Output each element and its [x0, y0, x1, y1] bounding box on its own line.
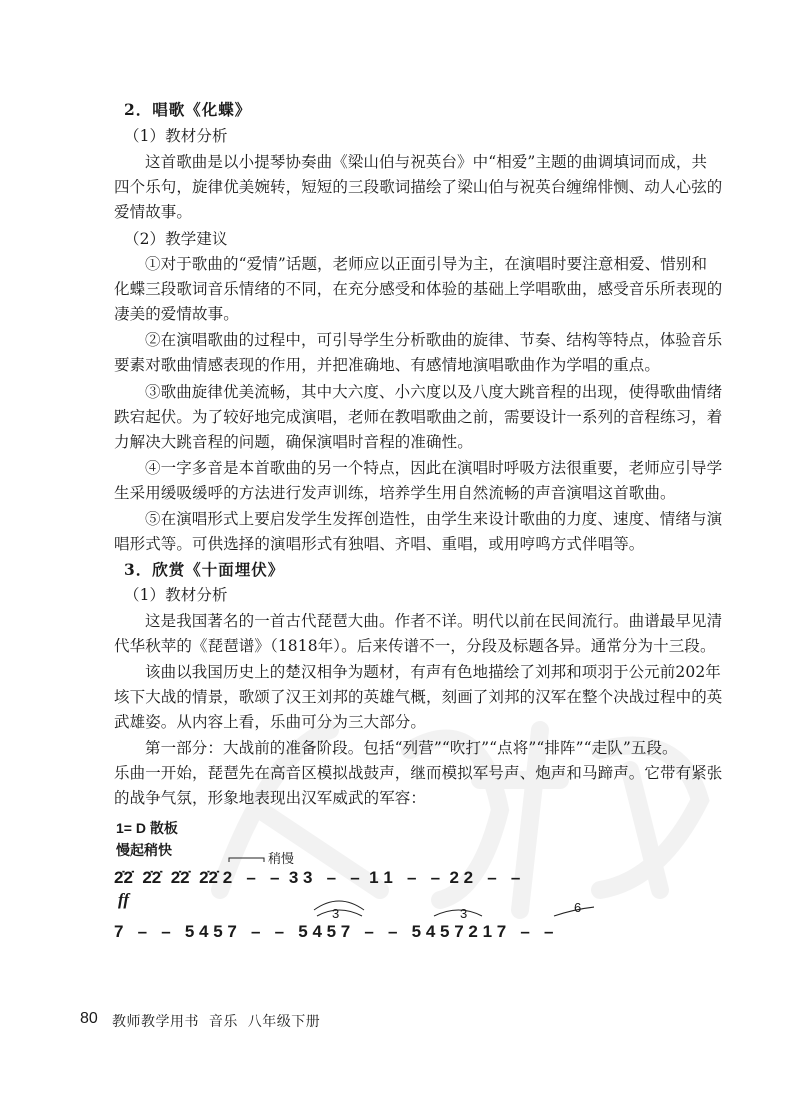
score-tempo-2: 稍慢: [268, 851, 295, 866]
s3-p2-line1: 该曲以我国历史上的楚汉相争为题材，有声有色地描绘了刘邦和项羽于公元前202年: [145, 663, 721, 681]
s2-s1-line3: 凄美的爱情故事。: [114, 305, 239, 323]
s2-s3-line2: 跌宕起伏。为了较好地完成演唱，老师在教唱歌曲之前，需要设计一系列的音程练习，着: [114, 408, 723, 426]
score-tempo: 慢起稍快: [116, 842, 172, 858]
s3-p2-line2: 垓下大战的情景，歌颂了汉王刘邦的英雄气概，刻画了刘邦的汉军在整个决战过程中的英: [114, 688, 723, 706]
s2-p1-line3: 爱情故事。: [114, 203, 193, 221]
s2-s4-line2: 生采用缓吸缓呼的方法进行发声训练，培养学生用自然流畅的声音演唱这首歌曲。: [114, 484, 676, 502]
s2-s1-line2: 化蝶三段歌词音乐情绪的不同，在充分感受和体验的基础上学唱歌曲，感受音乐所表现的: [114, 280, 723, 298]
section-2-sub1: （1）教材分析: [124, 127, 228, 145]
s3-p2-line3: 武雄姿。从内容上看，乐曲可分为三大部分。: [114, 713, 427, 731]
s2-s5-line2: 唱形式等。可供选择的演唱形式有独唱、齐唱、重唱，或用哼鸣方式伴唱等。: [114, 535, 645, 553]
section-2-sub2: （2）教学建议: [124, 230, 228, 248]
score-row-2: 7 – – 5 4 5 7 – – 5 4 5 7 – – 5 4 5 7 2 1 7 – –: [114, 922, 554, 941]
s2-s2-line1: ②在演唱歌曲的过程中，可引导学生分析歌曲的旋律、节奏、结构等特点，体验音乐: [145, 331, 723, 349]
s3-p3-line2: 乐曲一开始，琵琶先在高音区模拟战鼓声，继而模拟军号声、炮声和马蹄声。它带有紧张: [114, 764, 723, 782]
s2-s2-line2: 要素对歌曲情感表现的作用，并把准确地、有感情地演唱歌曲作为学唱的重点。: [114, 356, 661, 374]
score-row-1: 2̇2̇ 2̇2̇ 2̇2̇ 2̇2̇ 2 – – 3 3 – – 1 1 – – 2 2 – –: [114, 868, 521, 887]
page-number: 80: [80, 1010, 98, 1027]
section-2-title: 2．唱歌《化蝶》: [124, 100, 252, 119]
score-dynamic: ff: [118, 890, 130, 909]
section-3-sub1: （1）教材分析: [124, 586, 228, 604]
s3-p1-line1: 这是我国著名的一首古代琵琶大曲。作者不详。明代以前在民间流行。曲谱最早见清: [145, 612, 723, 630]
s2-s1-line1: ①对于歌曲的“爱情”话题，老师应以正面引导为主，在演唱时要注意相爱、惜别和: [145, 255, 708, 273]
s2-p1-line2: 四个乐句，旋律优美婉转，短短的三段歌词描绘了梁山伯与祝英台缠绵悱恻、动人心弦的: [114, 178, 723, 196]
score-key: 1= D 散板: [116, 820, 178, 836]
section-3-title: 3．欣赏《十面埋伏》: [124, 560, 285, 579]
book-title: 教师教学用书 音乐 八年级下册: [112, 1014, 321, 1030]
s3-p1-line2: 代华秋苹的《琵琶谱》（1818年）。后来传谱不一，分段及标题各异。通常分为十三段。: [114, 637, 716, 655]
s2-s5-line1: ⑤在演唱形式上要启发学生发挥创造性，由学生来设计歌曲的力度、速度、情绪与演: [145, 510, 723, 528]
s2-s3-line1: ③歌曲旋律优美流畅，其中大六度、小六度以及八度大跳音程的出现，使得歌曲情绪: [145, 383, 723, 401]
s2-s4-line1: ④一字多音是本首歌曲的另一个特点，因此在演唱时呼吸方法很重要，老师应引导学: [145, 459, 723, 477]
score-triplet-1: 3: [332, 906, 340, 921]
s2-p1-line1: 这首歌曲是以小提琴协奏曲《梁山伯与祝英台》中“相爱”主题的曲调填词而成，共: [145, 153, 708, 171]
score-sextuplet: 6: [574, 900, 582, 915]
score-triplet-2: 3: [460, 906, 468, 921]
s3-p3-line1: 第一部分：大战前的准备阶段。包括“列营”“吹打”“点将”“排阵”“走队”五段。: [145, 739, 678, 757]
s3-p3-line3: 的战争气氛，形象地表现出汉军威武的军容：: [114, 789, 427, 807]
s2-s3-line3: 力解决大跳音程的问题，确保演唱时音程的准确性。: [114, 433, 473, 451]
